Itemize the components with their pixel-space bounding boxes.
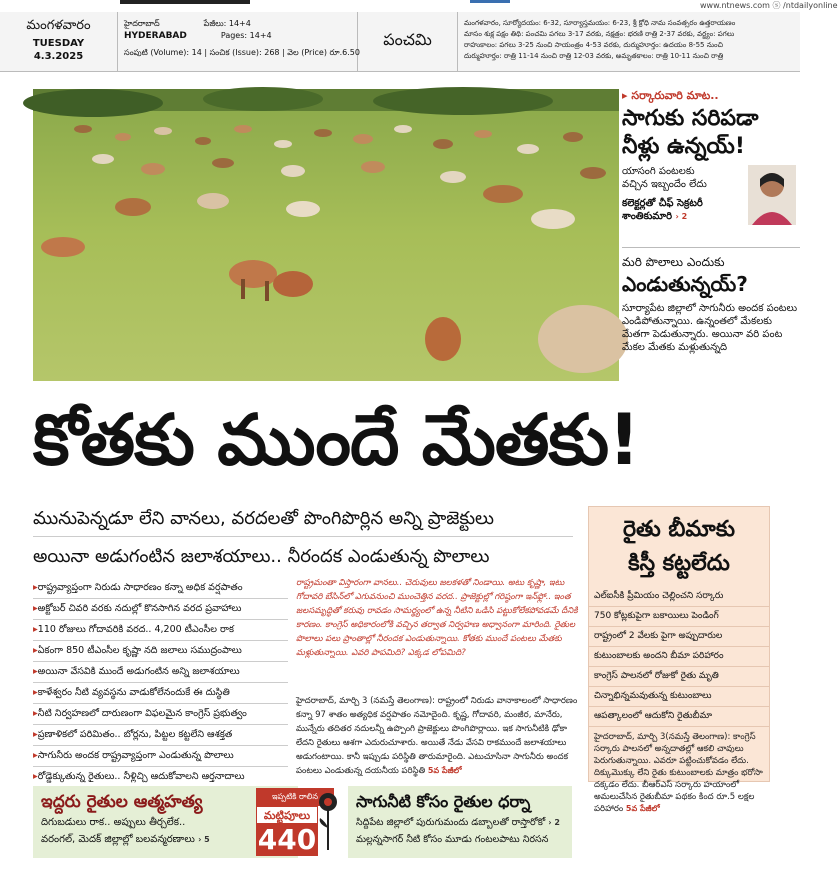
subheadline-1: మునుపెన్నడూ లేని వానలు, వరదలతో పొంగిపొర్లిన అన్ని ప్రాజెక్టులు — [33, 508, 495, 529]
bottom-left-sub-2: వరంగల్, మెదక్ జిల్లాల్లో బలవన్మరణాలు › 5 — [41, 834, 210, 845]
list-item: ▸ కాళేశ్వరం నీటి వ్యవస్థను వాడుకోలేనందుకే ఈ దుస్థితి — [33, 683, 288, 704]
divider — [33, 536, 573, 537]
side-headline-1: సాగుకు సరిపడా — [622, 106, 759, 131]
day-telugu: మంగళవారం — [26, 18, 91, 33]
bottom-right-story — [348, 786, 572, 858]
main-headline: కోతకు ముందే మేతకు! — [33, 399, 640, 481]
dateline-bar — [0, 12, 800, 72]
panchangam-line: మంగళవారం, సూర్యోదయం: 6-32, సూర్యాస్తమయం: 6-23, శ్రీ క్రోధి నామ సంవత్సరం ఉత్తరాయణం — [464, 19, 736, 27]
city-english: HYDERABAD — [124, 31, 187, 41]
box-point: కుటుంబాలకు అందని బీమా పరిహారం — [589, 647, 769, 667]
side-headline-3: మరి పొలాలు ఎందుకు — [622, 255, 725, 269]
date-block — [0, 12, 118, 72]
date: 4.3.2025 — [33, 51, 84, 62]
panchangam-block — [458, 12, 800, 72]
panchangam-line: రాహుకాలం: పగలు 3-25 నుంచి సాయంత్రం 4-53 వరకు, దుర్ముహూర్తం: ఉదయం 8-55 నుంచి — [464, 41, 723, 49]
pages-english: Pages: 14+4 — [220, 31, 272, 40]
highlights-list — [33, 578, 288, 788]
list-item: ▸ సాగునీరు అందక రాష్ట్రవ్యాప్తంగా ఎండుతున్న పొలాలు — [33, 746, 288, 767]
bottom-left-sub-1: దిగుబడులు రాక.. అప్పులు తీర్చలేక.. — [41, 817, 186, 828]
top-decor-strip — [0, 0, 800, 8]
box-point: రాష్ట్రంలో 2 వేలకు పైగా అప్పుదారుల — [589, 627, 769, 647]
subheadline-2: అయినా అడుగంటిన జలాశయాలు.. నీరందక ఎండుతున్న పొలాలు — [33, 546, 490, 567]
box-point: చిన్నాభిన్నమవుతున్న కుటుంబాలు — [589, 687, 769, 707]
box-point: కాంగ్రెస్ పాలనలో రోజుకో రైతు మృతి — [589, 667, 769, 687]
pages-telugu: పేజీలు: 14+4 — [203, 19, 251, 28]
side-story-top — [622, 89, 800, 379]
farmer-insurance-box — [588, 506, 770, 814]
side-sub-2: వచ్చిన ఇబ్బందేం లేదు — [622, 179, 707, 190]
edition-block — [118, 12, 358, 72]
panchangam-line: దుర్ముహూర్తం: రాత్రి 11-14 నుంచి రాత్రి 12-03 వరకు, అమృతకాలం: రాత్రి 10-11 నుంచి రాత్రి — [464, 52, 724, 60]
side-headline-2: నీళ్లు ఉన్నయ్! — [622, 134, 745, 159]
box-point: 750 కోట్లకుపైగా బకాయిలు పెండింగ్ — [589, 607, 769, 627]
panchangam-line: మాసం శుక్ల పక్షం తిథి: పంచమి పగలు 3-17 వరకు, నక్షత్రం: భరణి రాత్రి 2-37 వరకు, వర్జ్యం: పగలు — [464, 30, 735, 38]
bottom-left-page-ref[interactable]: 5 — [204, 835, 210, 844]
box-title-2: కిస్తీ కట్టలేదు — [628, 551, 730, 576]
list-item: ▸ ఏకంగా 850 టీఎంసీల కృష్ణా నది జలాలు సముద్రంపాలు — [33, 641, 288, 662]
continued-link[interactable]: 5వ పేజీలో — [427, 766, 462, 775]
badge-mid: మట్టిపూలు — [256, 806, 318, 824]
list-item: ▸ అక్టోబర్ చివరి వరకు నదుల్లో కొనసాగిన వరద ప్రవాహాలు — [33, 599, 288, 620]
box-title-1: రైతు బీమాకు — [623, 517, 735, 542]
issue-line: సంపుటి (Volume): 14 | సంచిక (Issue): 268 | వెల (Price) రూ.6.50 — [124, 48, 360, 57]
side-quote-1: కలెక్టర్లతో చీఫ్ సెక్రటరీ — [622, 198, 703, 209]
side-description: సూర్యాపేట జిల్లాలో సాగునీరు అందక పంటలు ఎండిపోతున్నాయి. ఉన్నంతలో మేకలకు మేతగా పెడుతున్నారు. అయినా వరి పంట మేకల మేతకు మళ్లుతున్నది — [622, 303, 798, 353]
tithi: పంచమి — [358, 12, 458, 72]
bottom-right-page-ref[interactable]: 2 — [554, 818, 560, 827]
body-paragraph: హైదరాబాద్, మార్చి 3 (నమస్తే తెలంగాణ): రాష్ట్రంలో నిరుడు వానాకాలంలో సాధారణం కన్నా 97 శాతం అత్యధిక వర్షపాతం నమోదైంది. కృష్ణ, గోదావరి, మంజీర, మానేరు, మున్నేరు తదితర నదులన్నీ ఉప్పొంగి ప్రాజెక్టులు పొంగిపొర్లాయి. ఇక సాగునీటికి ఢోకా లేదని రైతులు ఆశగా ఎదురుచూశారు. అయితే నేడు వేసవి రాకముందే జలాశయాలు అడుగంటాయి. కానీ ఇప్పుడు పరిస్థితి తారుమారైంది. ఎటుచూసినా సాగునీరు అందక పంటలు ఎండుతున్న దయనీయ పరిస్థితి 5వ పేజీలో — [296, 696, 578, 776]
bottom-right-sub-2: మల్లన్నసాగర్ నీటి కోసం మూడు గంటలపాటు నిరసన — [356, 834, 549, 845]
side-page-ref[interactable]: 2 — [681, 212, 688, 221]
box-continued-link[interactable]: 5వ పేజీలో — [625, 804, 660, 813]
box-point: ఆపత్కాలంలో ఆదుకోని రైతుబీమా — [589, 707, 769, 727]
list-item: ▸ ప్రణాళికలో పరిమితం.. బోర్లను, పిట్టల కట్టలేని ఆశక్తత — [33, 725, 288, 746]
official-portrait — [748, 165, 796, 225]
list-item: ▸ అయినా వేసవికి ముందే అడుగంటిన అన్ని జలాశయాలు — [33, 662, 288, 683]
badge-number: 440 — [257, 823, 317, 856]
list-item: ▸ 110 రోజులు గోదావరికి వరద.. 4,200 టీఎంసీల రాక — [33, 620, 288, 641]
day-english: TUESDAY — [32, 38, 85, 49]
goats-grazing-photo — [33, 89, 619, 381]
side-headline-4: ఎండుతున్నయ్? — [622, 272, 748, 296]
side-sub-1: యాసంగి పంటలకు — [622, 166, 695, 177]
bottom-right-headline: సాగునీటి కోసం రైతుల ధర్నా — [356, 792, 531, 811]
suicide-count-badge — [256, 784, 340, 860]
flower-icon — [316, 788, 340, 856]
bottom-right-sub-1: సిద్దిపేట జిల్లాలో పురుగుమందు డబ్బాలతో రాస్తారోకో › 2 — [356, 817, 560, 828]
list-item: ▸ రోడ్డెక్కుతున్న రైతులు.. నీళ్లిచ్చి ఆదుకోవాలని ఆర్తనాదాలు — [33, 767, 288, 788]
list-item: ▸ నీటి నిర్వహణలో దారుణంగా విఫలమైన కాంగ్రెస్ ప్రభుత్వం — [33, 704, 288, 725]
side-kicker: ▸ సర్కారువారి మాట.. — [622, 89, 719, 102]
list-item: ▸ రాష్ట్రవ్యాప్తంగా నిరుడు సాధారణం కన్నా అధిక వర్షపాతం — [33, 578, 288, 599]
city-telugu: హైదరాబాద్ — [124, 19, 160, 28]
website-link[interactable]: www.ntnews.com ⓢ /ntdailyonline — [700, 1, 838, 10]
badge-top: ఇప్పటికి రాలిన — [256, 788, 334, 806]
bottom-left-headline: ఇద్దరు రైతుల ఆత్మహత్య — [41, 792, 203, 812]
intro-paragraph: రాష్ట్రమంతా విస్తారంగా వానలు.. చెరువులు జలకళతో నిండాయి. అటు కృష్ణా, ఇటు గోదావరి బేసిన్‌లో ఎగువనుంచి ముంచెత్తిన వరద.. ప్రాజెక్టుల్లో గరిష్ఠంగా ఇన్‌ఫ్లో.. ఇంత జలసమృద్ధితో కరువు రావడం సామర్థ్యంలో ఉన్న నీటిని ఒడిసి పట్టుకోలేకపోవడమే దీనికి కారణం. కాంగ్రెస్ అధికారంలోకి వచ్చిన తర్వాత నిర్వహణ అధ్వానంగా మారింది. రైతుల పొలాలు పలు ప్రాంతాల్లో నీరందక ఎండుతున్నాయి. కోతకు ముందే పంటలు మేతకు మళ్లుతున్నాయి. ఎవరి పాపమిది? ఎక్కడ లోపమిది? — [296, 578, 578, 658]
box-point: ఎల్ఐసీకి ప్రీమియం చెల్లించని సర్కారు — [589, 587, 769, 607]
side-quote-2: శాంతికుమారి › 2 — [622, 211, 688, 222]
box-body: హైదరాబాద్, మార్చి 3(నమస్తే తెలంగాణ): కాంగ్రెస్ సర్కారు పాలనలో అన్నదాతల్లో ఆకలి చావులు పెరుగుతున్నాయి. ఎవరూ పట్టించుకోవడం లేదు. దిక్కుమొక్కు లేని రైతు కుటుంబాలకు మాత్రం భరోసా దక్కడం లేదు. బీఆర్ఎస్ సర్కారు హయాంలో అమలుచేసిన రైతుబీమా పథకం కింద రూ.5 లక్షల పరిహారం 5వ పేజీలో — [594, 732, 763, 814]
